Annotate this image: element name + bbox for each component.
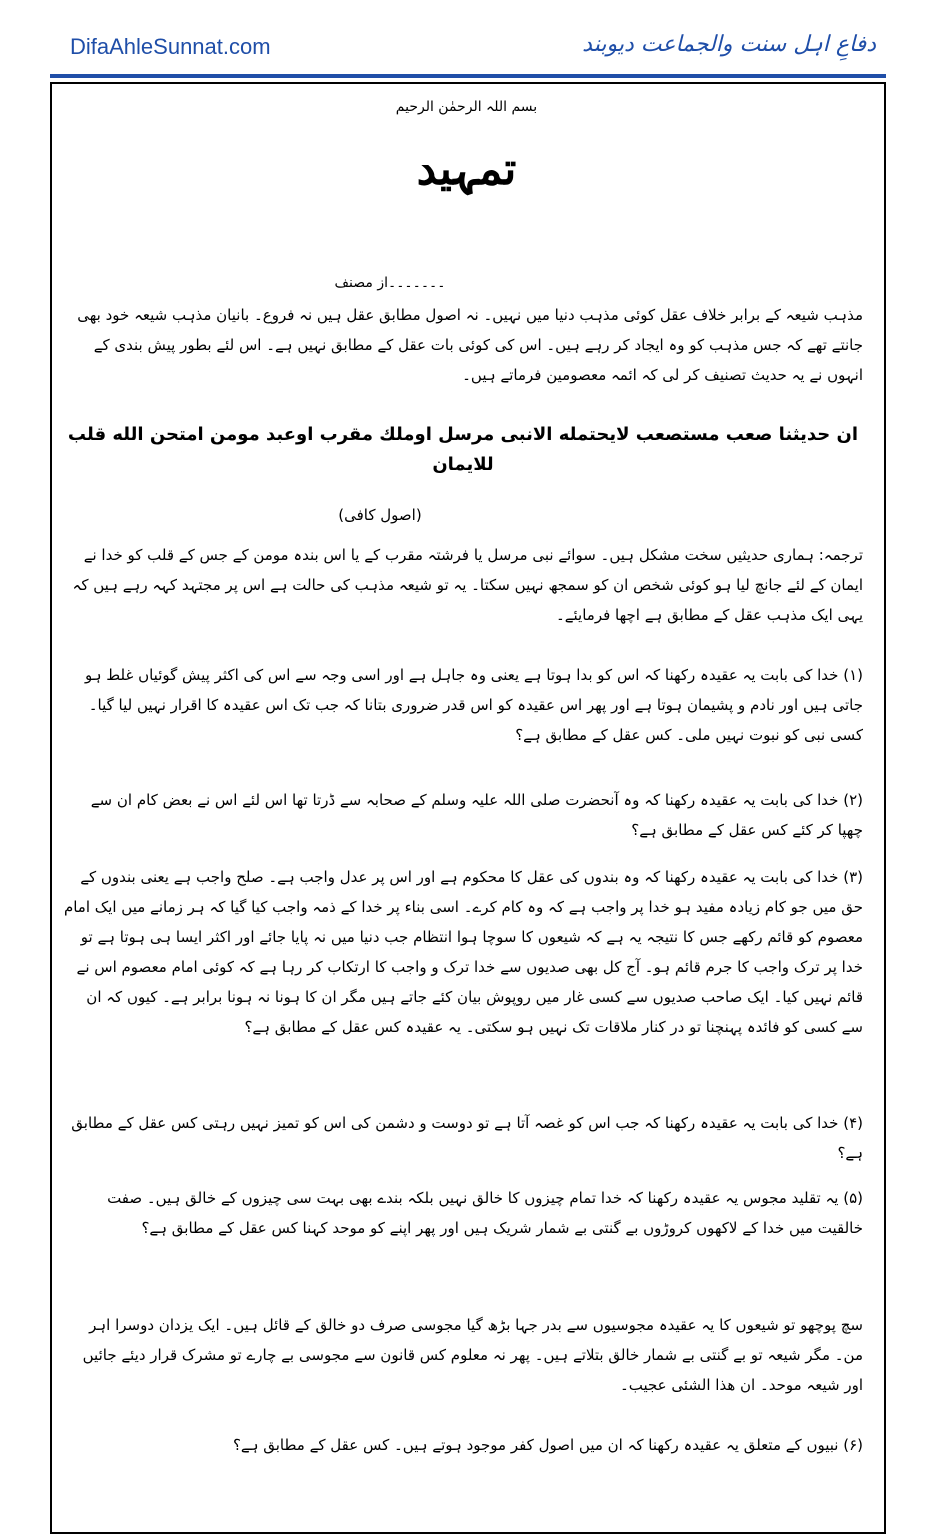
point-number: (۱) — [843, 666, 863, 684]
bismillah: بسم اللہ الرحمٰن الرحیم — [395, 99, 538, 115]
point-text: خدا کی بابت یہ عقیدہ رکھنا کہ وہ بندوں کی عقل کا محکوم ہے اور اس پر عدل واجب ہے۔ صلح واجب ہے یعنی بندوں کے حق میں جو کام زیادہ مفید ہو خدا پر واجب ہے کہ وہ کام کرے۔ اسی بناء پر خدا کے ذمہ واجب کیا گیا کہ ہر زمانے میں ایک امام معصوم کو قائم رکھے جس کا نتیجہ یہ ہے کہ شیعوں کا سوچا ہوا انتظام جب دنیا میں نہ پایا جائے اور اکثر ایسا ہی ہوتا ہے تو خدا پر ترک واجب کا جرم قائم ہو۔ آج کل بھی صدیوں سے خدا ترک و واجب کا ارتکاب کر رہا ہے کہ کوئی امام معصوم اس نے قائم نہیں کیا۔ ایک صاحب صدیوں سے کسی غار میں روپوش بیان کئے جاتے ہیں مگر ان کا ہونا نہ ہونا برابر ہے۔ کیوں کہ ان سے کسی کو فائدہ پہنچنا تو در کنار ملاقات تک نہیں ہو سکتی۔ یہ عقیدہ کس عقل کے مطابق ہے؟ — [63, 868, 863, 1036]
arabic-quote: ان حديثنا صعب مستصعب لايحتمله الانبى مرسل اوملك مقرب اوعبد مومن امتحن الله قلب للايمان — [67, 424, 859, 475]
point-text: خدا کی بابت یہ عقیدہ رکھنا کہ جب اس کو غصہ آتا ہے تو دوست و دشمن کی اس کو تمیز نہیں رہتی کس عقل کے مطابق ہے؟ — [71, 1114, 863, 1162]
point-number: (۲) — [843, 791, 863, 809]
point-3 — [63, 862, 863, 1042]
remark-paragraph: سچ پوچھو تو شیعوں کا یہ عقیدہ مجوسیوں سے بدر جہا بڑھ گیا مجوسی صرف دو خالق کے قائل ہیں۔ ایک یزدان دوسرا اہر من۔ مگر شیعہ تو بے گنتی بے شمار خالق بتلاتے ہیں۔ پھر نہ معلوم کس قانون سے مجوسی بے چارے تو مشرک قرار دیئے جائیں اور شیعہ موحد۔ ان ھذا الشئی عجیب۔ — [82, 1316, 863, 1394]
page-title: تمہید — [416, 144, 517, 195]
point-4 — [63, 1108, 863, 1168]
page-header — [50, 30, 886, 72]
author-line: ۔۔۔۔۔۔۔از مصنف — [334, 275, 446, 291]
point-2 — [63, 785, 863, 845]
intro-paragraph: مذہب شیعہ کے برابر خلاف عقل کوئی مذہب دنیا میں نہیں۔ نہ اصول مطابق عقل ہیں نہ فروع۔ بانیان مذہب شیعہ خود بھی جانتے تھے کہ جس مذہب کو وہ ایجاد کر رہے ہیں۔ اس کی کوئی بات عقل کے مطابق نہیں ہے۔ اس لئے بطور پیش بندی کے انہوں نے یہ حدیث تصنیف کر لی کہ ائمہ معصومین فرماتے ہیں۔ — [77, 306, 863, 384]
point-5 — [63, 1183, 863, 1243]
point-number: (۴) — [843, 1114, 863, 1132]
point-text: خدا کی بابت یہ عقیدہ رکھنا کہ وہ آنحضرت صلی اللہ علیہ وسلم کے صحابہ سے ڈرتا تھا اس لئے اس نے بعض کام ان سے چھپا کر کئے کس عقل کے مطابق ہے؟ — [90, 791, 863, 839]
point-number: (۳) — [843, 868, 863, 886]
site-url[interactable]: DifaAhleSunnat.com — [70, 34, 271, 59]
point-text: خدا کی بابت یہ عقیدہ رکھنا کہ اس کو بدا ہوتا ہے یعنی وہ جاہل ہے اور اسی وجہ سے اس کی اکثر پیش گوئیاں غلط ہو جاتی ہیں اور نادم و پشیمان ہوتا ہے اور پھر اس عقیدہ کو اس قدر ضروری بتانا کہ جب تک اس عقیدہ کا اقرار نہیں لیا گیا۔ کسی نبی کو نبوت نہیں ملی۔ کس عقل کے مطابق ہے؟ — [84, 666, 863, 744]
site-title: دفاعِ اہل سنت والجماعت دیوبند — [582, 32, 876, 57]
header-rule — [50, 74, 886, 78]
point-1 — [63, 660, 863, 750]
point-text: نبیوں کے متعلق یہ عقیدہ رکھنا کہ ان میں اصول کفر موجود ہوتے ہیں۔ کس عقل کے مطابق ہے؟ — [232, 1436, 839, 1454]
point-number: (۵) — [843, 1189, 863, 1207]
translation-paragraph: ترجمہ: ہماری حدیثیں سخت مشکل ہیں۔ سوائے نبی مرسل یا فرشتہ مقرب کے یا اس بندہ مومن کے جس کے قلب کو خدا نے ایمان کے لئے جانچ لیا ہو کوئی شخص ان کو سمجھ نہیں سکتا۔ یہ تو شیعہ مذہب کی حالت ہے اس پر مجتہد کہہ رہے ہیں کہ یہی ایک مذہب عقل کے مطابق ہے اچھا فرمایئے۔ — [72, 546, 863, 624]
point-number: (۶) — [843, 1436, 863, 1454]
point-text: یہ تقلید مجوس یہ عقیدہ رکھنا کہ خدا تمام چیزوں کا خالق نہیں بلکہ بندے بھی بہت سی چیزوں کے خالق ہیں۔ صفت خالقیت میں خدا کے لاکھوں کروڑوں بے گنتی بے شمار شریک ہیں اور پھر اپنے کو موحد کہنا کس عقل کے مطابق ہے؟ — [107, 1189, 863, 1237]
reference: (اصول کافی) — [338, 506, 422, 524]
point-6 — [63, 1430, 863, 1460]
